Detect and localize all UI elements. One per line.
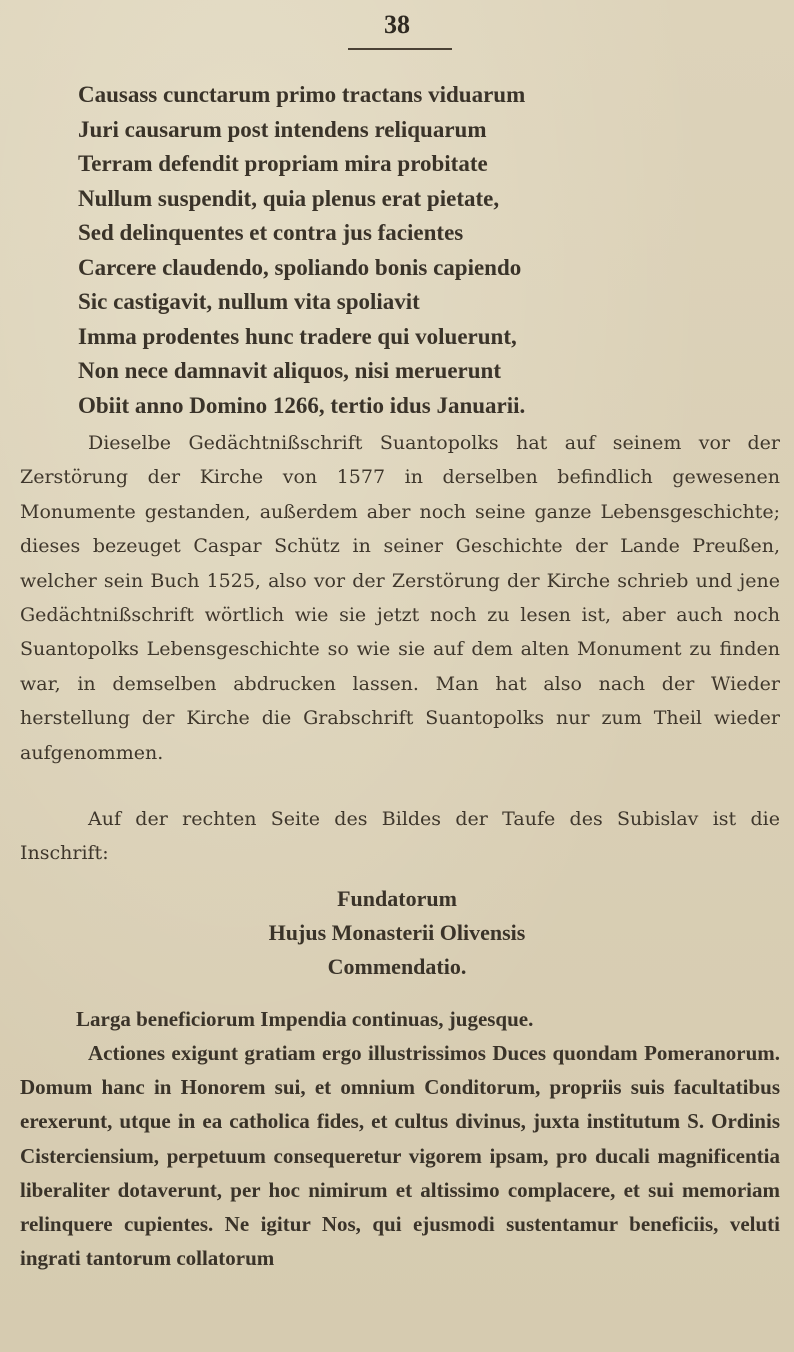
- poem-line: Causass cunctarum primo tractans viduarum: [78, 82, 526, 107]
- poem-line: Non nece damnavit aliquos, nisi meruerunt: [78, 358, 501, 383]
- paragraph-text: Actiones exigunt gratiam ergo illustrissimos Duces quondam Pomeranorum. Domum hanc in Honorem sui, et omnium Conditorum, propriis suis facultatibus erexerunt, utque in ea catholica fides, et cultus divinus, juxta institutum S. Ordinis Cisterciensium, perpetuum consequeretur vigorem ipsam, pro ducali magnificentia liberaliter dotaverunt, per hoc nimirum et altissimo complacere, et sui memoriam relinquere cupientes. Ne igitur Nos, qui ejusmodi sustentamur beneficiis, veluti ingrati tantorum collatorum: [20, 1041, 780, 1271]
- latin-inscription-line-1: [20, 1002, 780, 1036]
- poem-line: Sic castigavit, nullum vita spoliavit: [78, 289, 420, 314]
- paragraph-text: Dieselbe Gedächtnißschrift Suantopolks hat auf seinem vor der Zerstörung der Kirche von 1577 in derselben befindlich gewesenen Monumente gestanden, außerdem aber noch seine ganze Lebensgeschichte; dieses bezeuget Caspar Schütz in seiner Geschichte der Lande Preußen, welcher sein Buch 1525, also vor der Zerstörung der Kirche schrieb und jene Gedächtnißschrift wörtlich wie sie jetzt noch zu lesen ist, aber auch noch Suantopolks Lebensgeschichte so wie sie auf dem alten Monument zu finden war, in demselben abdrucken lassen. Man hat also nach der Wieder herstellung der Kirche die Grabschrift Suantopolks nur zum Theil wieder aufgenommen.: [20, 432, 780, 764]
- inscription-heading-line-2: Hujus Monasterii Olivensis: [268, 920, 526, 945]
- german-paragraph-2: [20, 802, 780, 871]
- poem-line: Imma prodentes hunc tradere qui voluerunt,: [78, 323, 517, 349]
- inscription-heading-line-1: Fundatorum: [337, 886, 457, 911]
- paragraph-text: Larga beneficiorum Impendia continuas, jugesque.: [76, 1007, 534, 1031]
- poem-line: Terram defendit propriam mira probitate: [78, 151, 488, 176]
- inscription-heading-line-3: Commendatio.: [327, 954, 467, 979]
- poem-line: Nullum suspendit, quia plenus erat pietate,: [78, 185, 500, 211]
- paragraph-text: Auf der rechten Seite des Bildes der Taufe des Subislav ist die Inschrift:: [20, 808, 780, 865]
- page-number: 38: [384, 10, 410, 39]
- poem-line: Sed delinquentes et contra jus facientes: [78, 220, 464, 245]
- poem-line: Obiit anno Domino 1266, tertio idus Januarii.: [78, 392, 526, 418]
- latin-inscription-body: [20, 1036, 780, 1275]
- latin-epitaph-poem: [78, 78, 718, 423]
- poem-line: Carcere claudendo, spoliando bonis capiendo: [78, 254, 522, 280]
- poem-line: Juri causarum post intendens reliquarum: [78, 116, 487, 142]
- header-rule: [348, 48, 452, 50]
- german-paragraph-1: [20, 426, 780, 770]
